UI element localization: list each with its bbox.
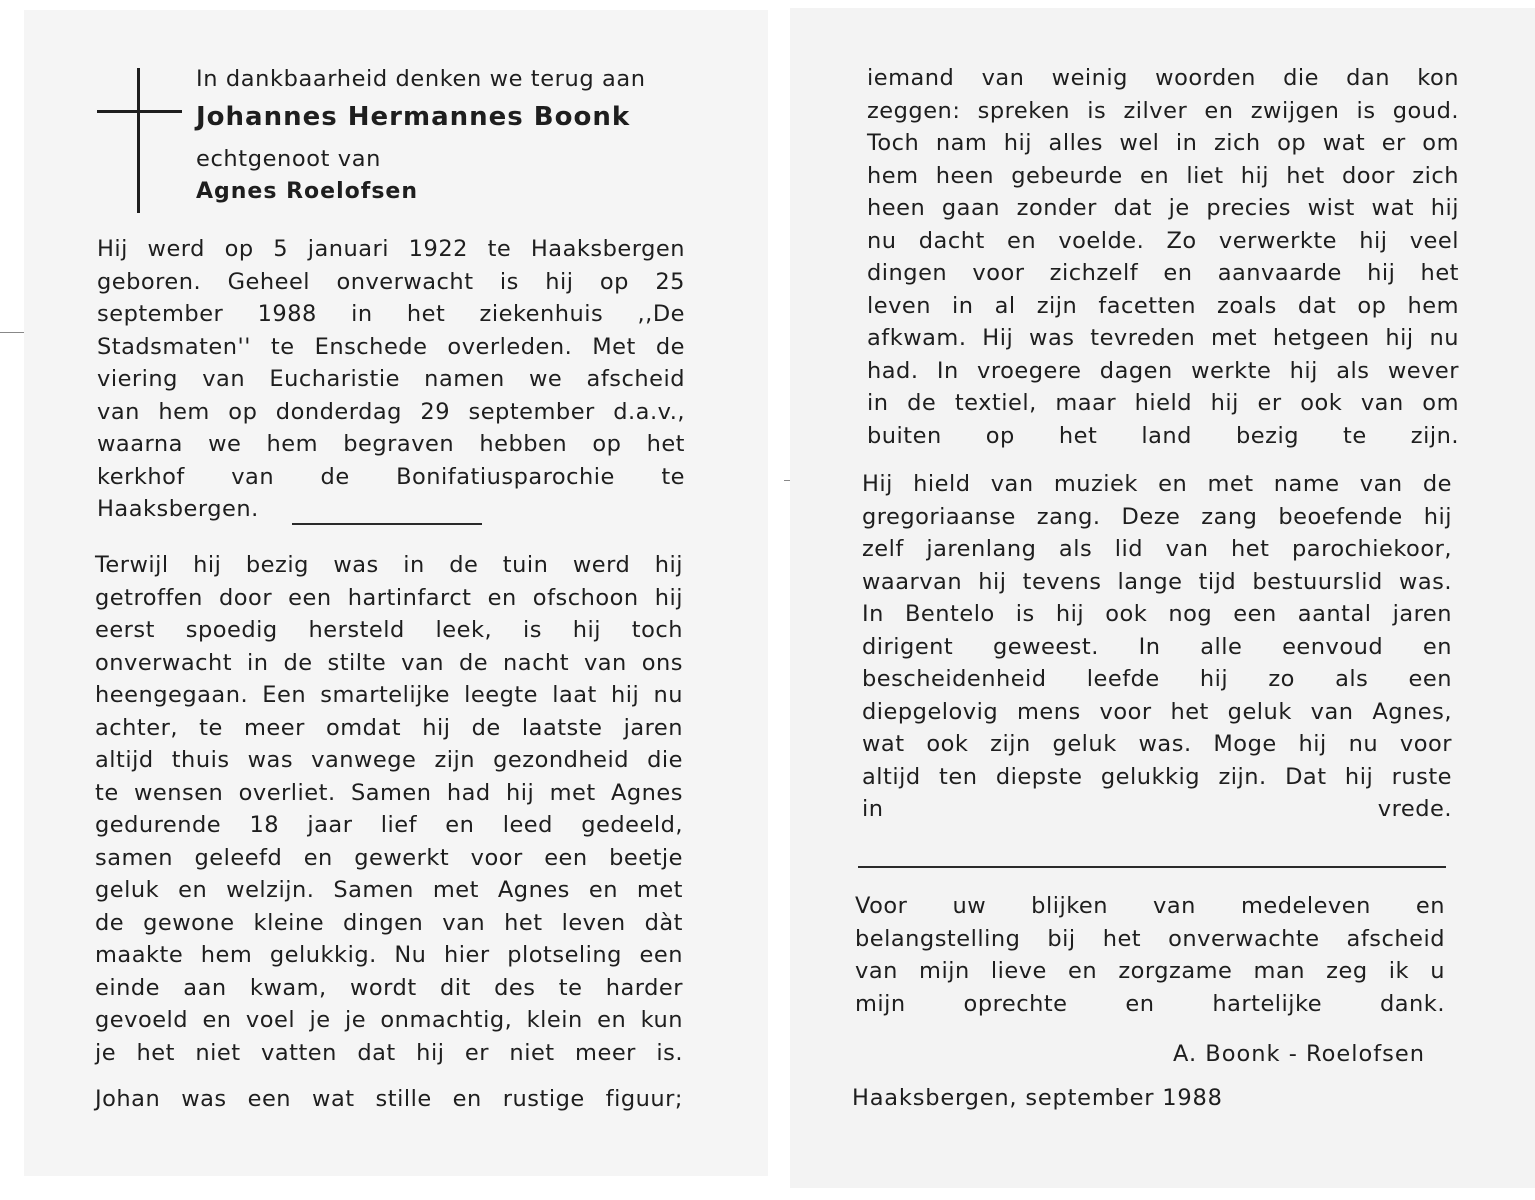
- character-paragraph: iemand van weinig woorden die dan kon zeggen: spreken is zilver en zwijgen is goud. Toch nam hij alles wel in zich op wat er om hem heen gebeurde en liet hij het door zich heen gaan zonder dat je precies wist wat hij nu dacht en voelde. Zo verwerkte hij veel dingen voor zichzelf en aanvaarde hij het leven in al zijn facetten zoals dat op hem afkwam. Hij was tevreden met hetgeen hij nu had. In vroegere dagen werkte hij als wever in de textiel, maar hield hij er ook van om buiten op het land bezig te zijn.: [867, 65, 1459, 449]
- memorial-paragraph: Terwijl hij bezig was in de tuin werd hij getroffen door een hartinfarct en ofschoon hij eerst spoedig hersteld leek, is hij toch onverwacht in de stilte van de nacht van ons heengegaan. Een smartelijke leegte laat hij nu achter, te meer omdat hij de laatste jaren altijd thuis was vanwege zijn gezondheid die te wensen overliet. Samen had hij met Agnes gedurende 18 jaar lief en leed gedeeld, samen geleefd en gewerkt voor een beetje geluk en welzijn. Samen met Agnes en met de gewone kleine dingen van het leven dàt maakte hem gelukkig. Nu hier plotseling een einde aan kwam, wordt dit des te harder gevoeld en voel je je onmachtig, klein en kun je het niet vatten dat hij er niet meer is.: [95, 552, 683, 1066]
- cross-icon-horizontal: [97, 110, 182, 113]
- character-intro-line: Johan was een wat stille en rustige figuur;: [95, 1086, 683, 1112]
- cross-icon-vertical: [137, 68, 140, 213]
- spouse-name: Agnes Roelofsen: [196, 179, 418, 204]
- place-date: Haaksbergen, september 1988: [852, 1085, 1223, 1111]
- divider-right: [858, 866, 1446, 868]
- deceased-name: Johannes Hermannes Boonk: [196, 102, 631, 132]
- divider-left: [292, 523, 482, 525]
- signature: A. Boonk - Roelofsen: [1173, 1041, 1425, 1067]
- thanks-paragraph: Voor uw blijken van medeleven en belangstelling bij het onverwachte afscheid van mijn lieve en zorgzame man zeg ik u mijn oprechte en hartelijke dank.: [855, 893, 1445, 1017]
- birth-death-paragraph: Hij werd op 5 januari 1922 te Haaksbergen geboren. Geheel onverwacht is hij op 25 september 1988 in het ziekenhuis ,,De Stadsmaten'' te Enschede overleden. Met de viering van Eucharistie namen we afscheid van hem op donderdag 29 september d.a.v., waarna we hem begraven hebben op het kerkhof van de Bonifatiusparochie te Haaksbergen.: [97, 236, 685, 522]
- music-paragraph: Hij hield van muziek en met name van de gregoriaanse zang. Deze zang beoefende hij zelf jarenlang als lid van het parochiekoor, waarvan hij tevens lange tijd bestuurslid was. In Bentelo is hij ook nog een aantal jaren dirigent geweest. In alle eenvoud en bescheidenheid leefde hij zo als een diepgelovig mens voor het geluk van Agnes, wat ook zijn geluk was. Moge hij nu voor altijd ten diepste gelukkig zijn. Dat hij ruste in vrede.: [862, 471, 1452, 822]
- intro-text: In dankbaarheid denken we terug aan: [196, 66, 646, 92]
- relation-text: echtgenoot van: [196, 146, 381, 172]
